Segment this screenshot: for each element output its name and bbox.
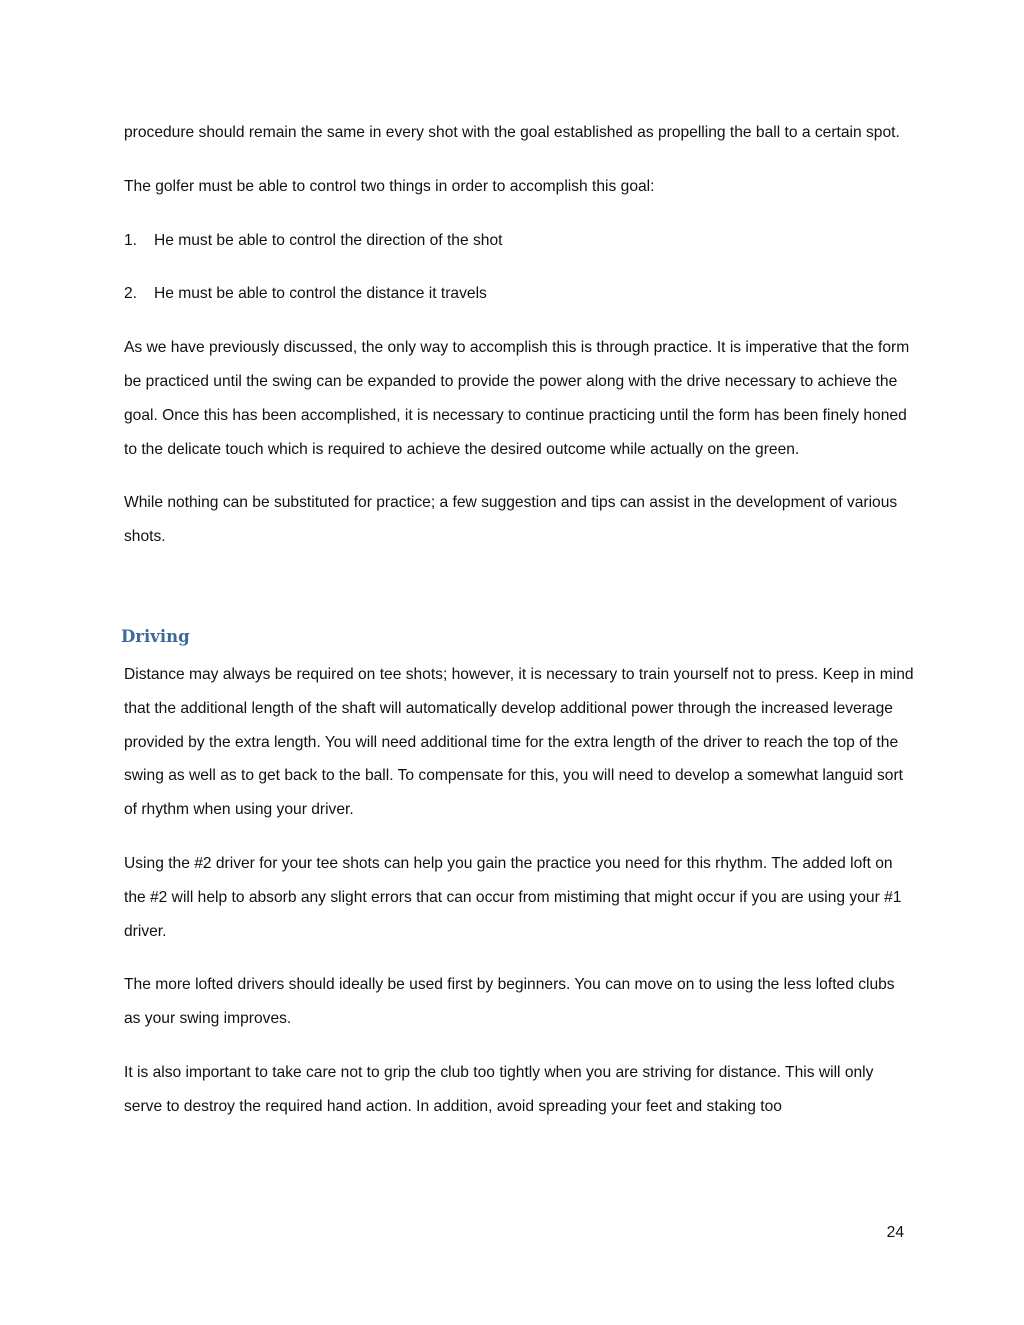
paragraph-distance: Distance may always be required on tee shots; however, it is necessary to train yourself not to press. Keep in mind that the additional length of the shaft will automatically develop additional power through the increased leverage provided by the extra length. You will need additional time for the extra length of the driver to reach the top of the swing as well as to get back to the ball. To compensate for this, you will need to develop a somewhat languid sort of rhythm when using your driver. [124,665,914,819]
list-number: 2. [124,285,138,303]
list-item [124,277,914,311]
list-text: He must be able to control the direction of the shot [154,231,503,249]
paragraph-driver-2: Using the #2 driver for your tee shots can help you gain the practice you need for this rhythm. The added loft on the #2 will help to absorb any slight errors that can occur from mistiming that might occur if you are using your #1 driver. [124,854,902,940]
paragraph-lofted-drivers: The more lofted drivers should ideally be used first by beginners. You can move on to using the less lofted clubs as your swing improves. [124,976,895,1028]
paragraph-grip: It is also important to take care not to grip the club too tightly when you are striving for distance. This will only serve to destroy the required hand action. In addition, avoid spreading your feet and staking too [124,1063,874,1115]
paragraph-procedure: procedure should remain the same in every shot with the goal established as propelling the ball to a certain spot. [124,124,900,141]
paragraph-practice: As we have previously discussed, the only way to accomplish this is through practice. It is imperative that the form be practiced until the swing can be expanded to provide the power along with the drive necessary to achieve the goal. Once this has been accomplished, it is necessary to continue practicing until the form has been finely honed to the delicate touch which is required to achieve the desired outcome while actually on the green. [124,339,910,458]
paragraph-control-intro: The golfer must be able to control two things in order to accomplish this goal: [124,177,655,195]
section-heading-driving: Driving [121,626,190,646]
list-number: 1. [124,231,138,249]
page-number: 24 [886,1224,904,1241]
list-text: He must be able to control the distance it travels [154,285,487,303]
paragraph-tips: While nothing can be substituted for practice; a few suggestion and tips can assist in the development of various shots. [124,494,898,546]
page-content [121,116,914,1144]
list-item [124,224,914,258]
